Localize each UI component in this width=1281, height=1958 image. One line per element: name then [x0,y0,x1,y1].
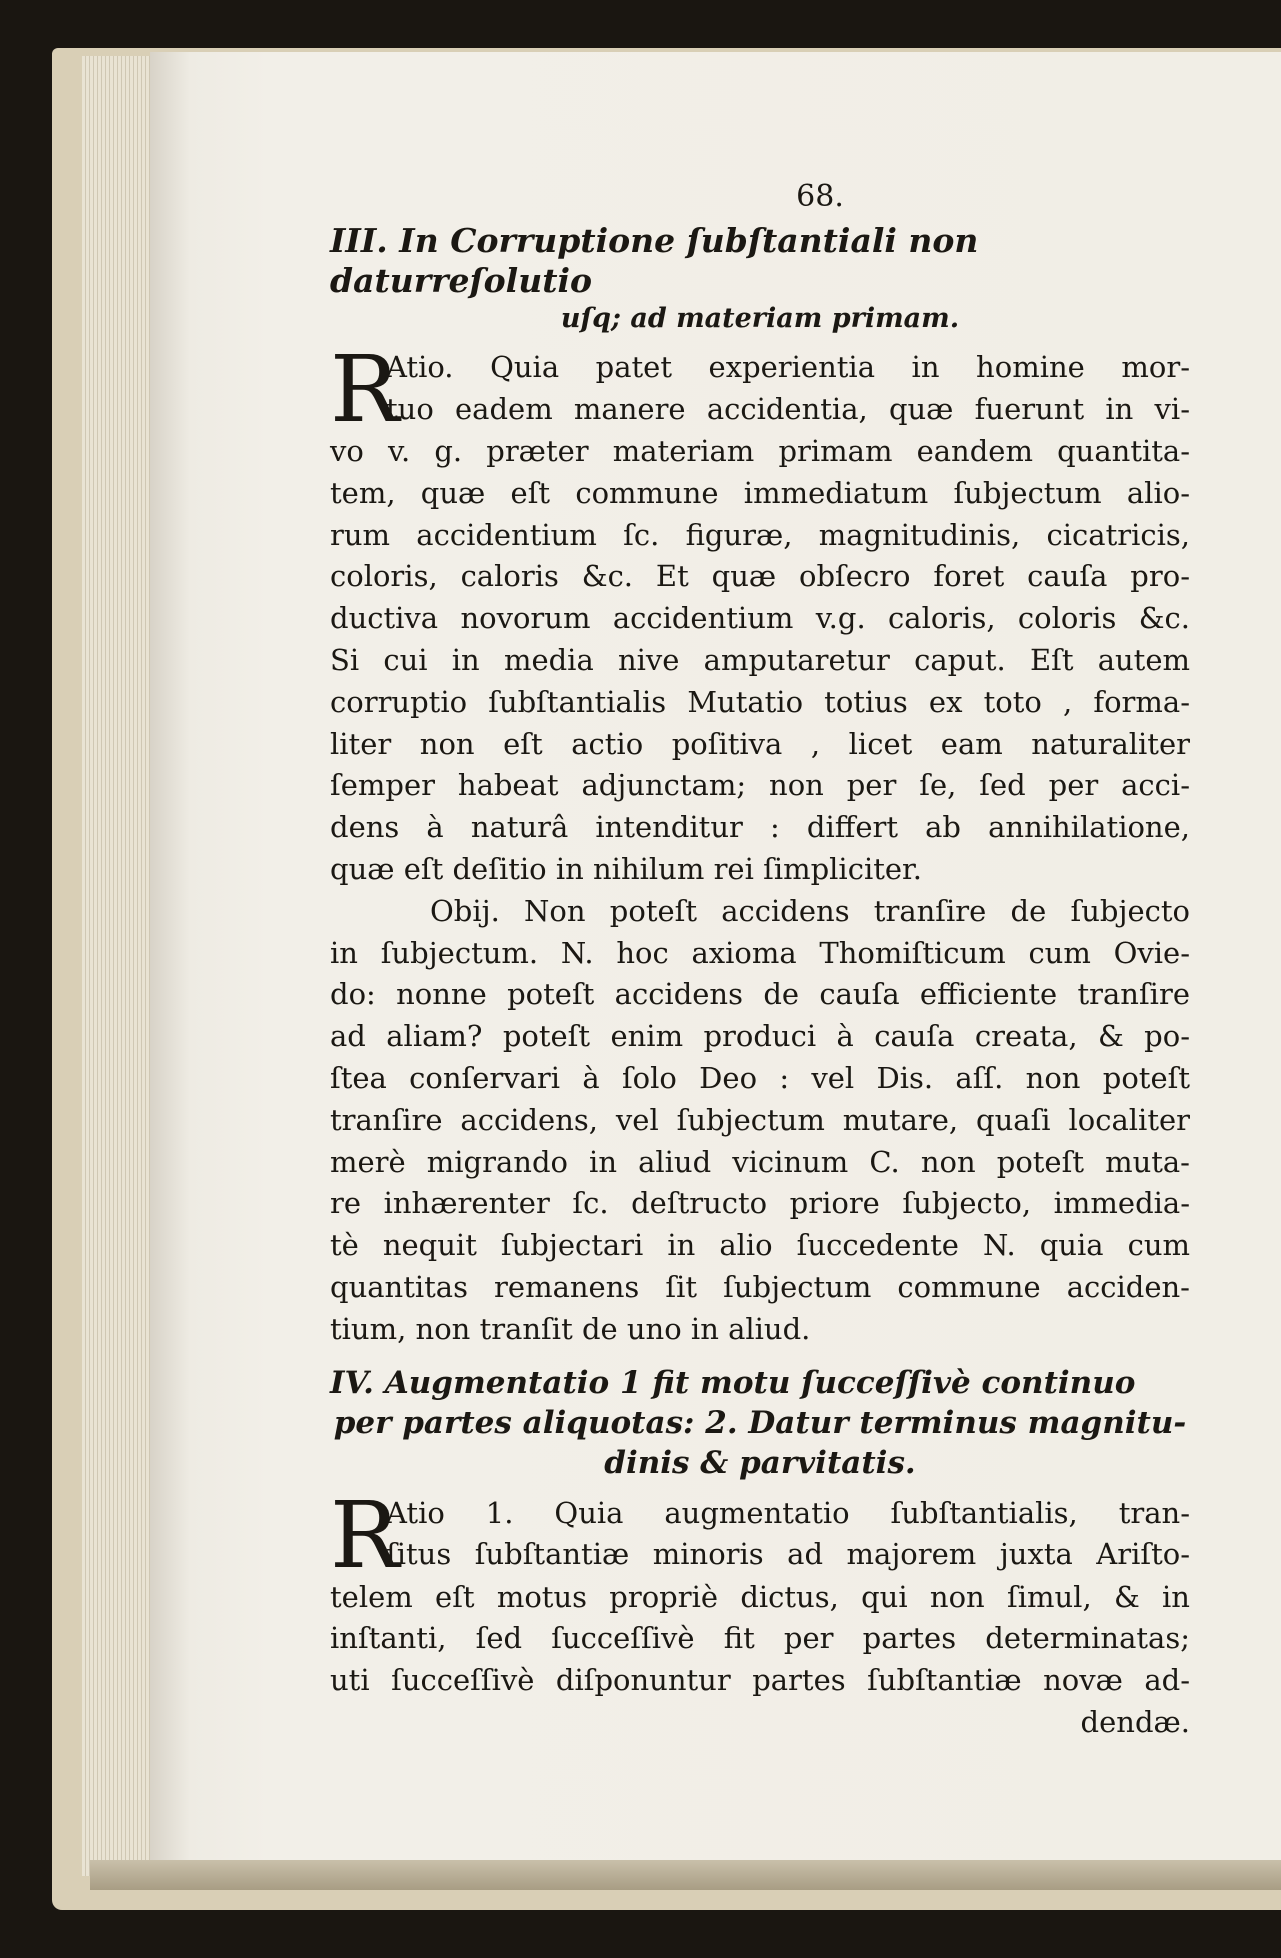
paragraph-objection [330,891,1190,1351]
paragraph-ratio-iv [330,1481,1190,1742]
paragraph-ratio-iii [330,336,1190,891]
text-line: ſtea conſervari à ſolo Deo : vel Dis. aſſ. non poteſt [330,1060,1190,1095]
text-line: inſtanti, ſed ſucceſſivè fit per partes determinatas; [330,1621,1190,1656]
text-line: corruptio ſubſtantialis Mutatio totius ex toto , forma- [330,684,1190,719]
page-text [330,175,1190,1742]
text-line: Si cui in media nive amputaretur caput. Eſt autem [330,642,1190,677]
text-line: liter non eſt actio poſitiva , licet eam naturaliter [330,726,1190,761]
text-line: Atio. Quia patet experientia in homine mor- [386,350,1190,384]
text-line: rum accidentium ſc. figuræ, magnitudinis, cicatricis, [330,517,1190,552]
text-line: ſemper habeat adjunctam; non per ſe, ſed per acci- [330,768,1190,803]
text-line: Obij. Non poteſt accidens tranſire de ſubjecto [430,893,1190,928]
text-line: dens à naturâ intenditur : differt ab annihilatione, [330,810,1190,845]
text-line: re inhærenter ſc. deſtructo priore ſubjecto, immedia- [330,1186,1190,1221]
text-line: ſitus ſubſtantiæ minoris ad majorem juxta Ariſto- [386,1537,1190,1572]
text-line: merè migrando in aliud vicinum C. non poteſt muta- [330,1144,1190,1179]
text-line: tium, non tranſit de uno in aliud. [330,1311,811,1346]
text-line: uti ſucceſſivè diſponuntur partes ſubſtantiæ novæ ad- [330,1663,1190,1698]
heading-line: III. In Corruptione ſubſtantiali non daturreſolutio [330,221,979,300]
catchword: dendæ. [1080,1704,1190,1739]
heading-line: per partes aliquotas: 2. Datur terminus magnitu- [333,1404,1187,1441]
section-heading-iii [330,221,1190,337]
page-number: 68. [796,179,844,214]
drop-cap: R [330,336,400,443]
text-line: quantitas remanens ſit ſubjectum commune acciden- [330,1269,1190,1304]
text-line: ductiva novorum accidentium v.g. caloris, coloris &c. [330,601,1190,636]
text-line: coloris, caloris &c. Et quæ obſecro foret cauſa pro- [330,559,1190,594]
heading-line: uſq; ad materiam primam. [560,303,960,334]
text-line: telem eſt motus propriè dictus, qui non ſimul, & in [330,1579,1190,1614]
heading-line: dinis & parvitatis. [604,1444,916,1481]
page-bottom-edge [90,1860,1281,1890]
text-line: in ſubjectum. N. hoc axioma Thomiſticum cum Ovie- [330,935,1190,970]
text-line: vo v. g. præter materiam primam eandem quantita- [330,434,1190,468]
text-line: quæ eſt deſitio in nihilum rei ſimpliciter. [330,851,922,886]
text-line: Atio 1. Quia augmentatio ſubſtantialis, tran- [386,1495,1190,1530]
text-line: tè nequit ſubjectari in alio ſuccedente N. quia cum [330,1228,1190,1263]
heading-line: IV. Augmentatio 1 fit motu ſucceſſivè continuo [330,1364,1136,1401]
text-line: tem, quæ eſt commune immediatum ſubjectum alio- [330,475,1190,510]
text-line: ad aliam? poteſt enim produci à cauſa creata, & po- [330,1019,1190,1054]
text-line: do: nonne poteſt accidens de cauſa efficiente tranſire [330,977,1190,1012]
text-line: tranſire accidens, vel ſubjectum mutare, quaſi localiter [330,1102,1190,1137]
drop-cap: R [330,1481,400,1589]
text-line: tuo eadem manere accidentia, quæ fuerunt in vi- [386,391,1190,426]
section-heading-iv [330,1363,1190,1483]
